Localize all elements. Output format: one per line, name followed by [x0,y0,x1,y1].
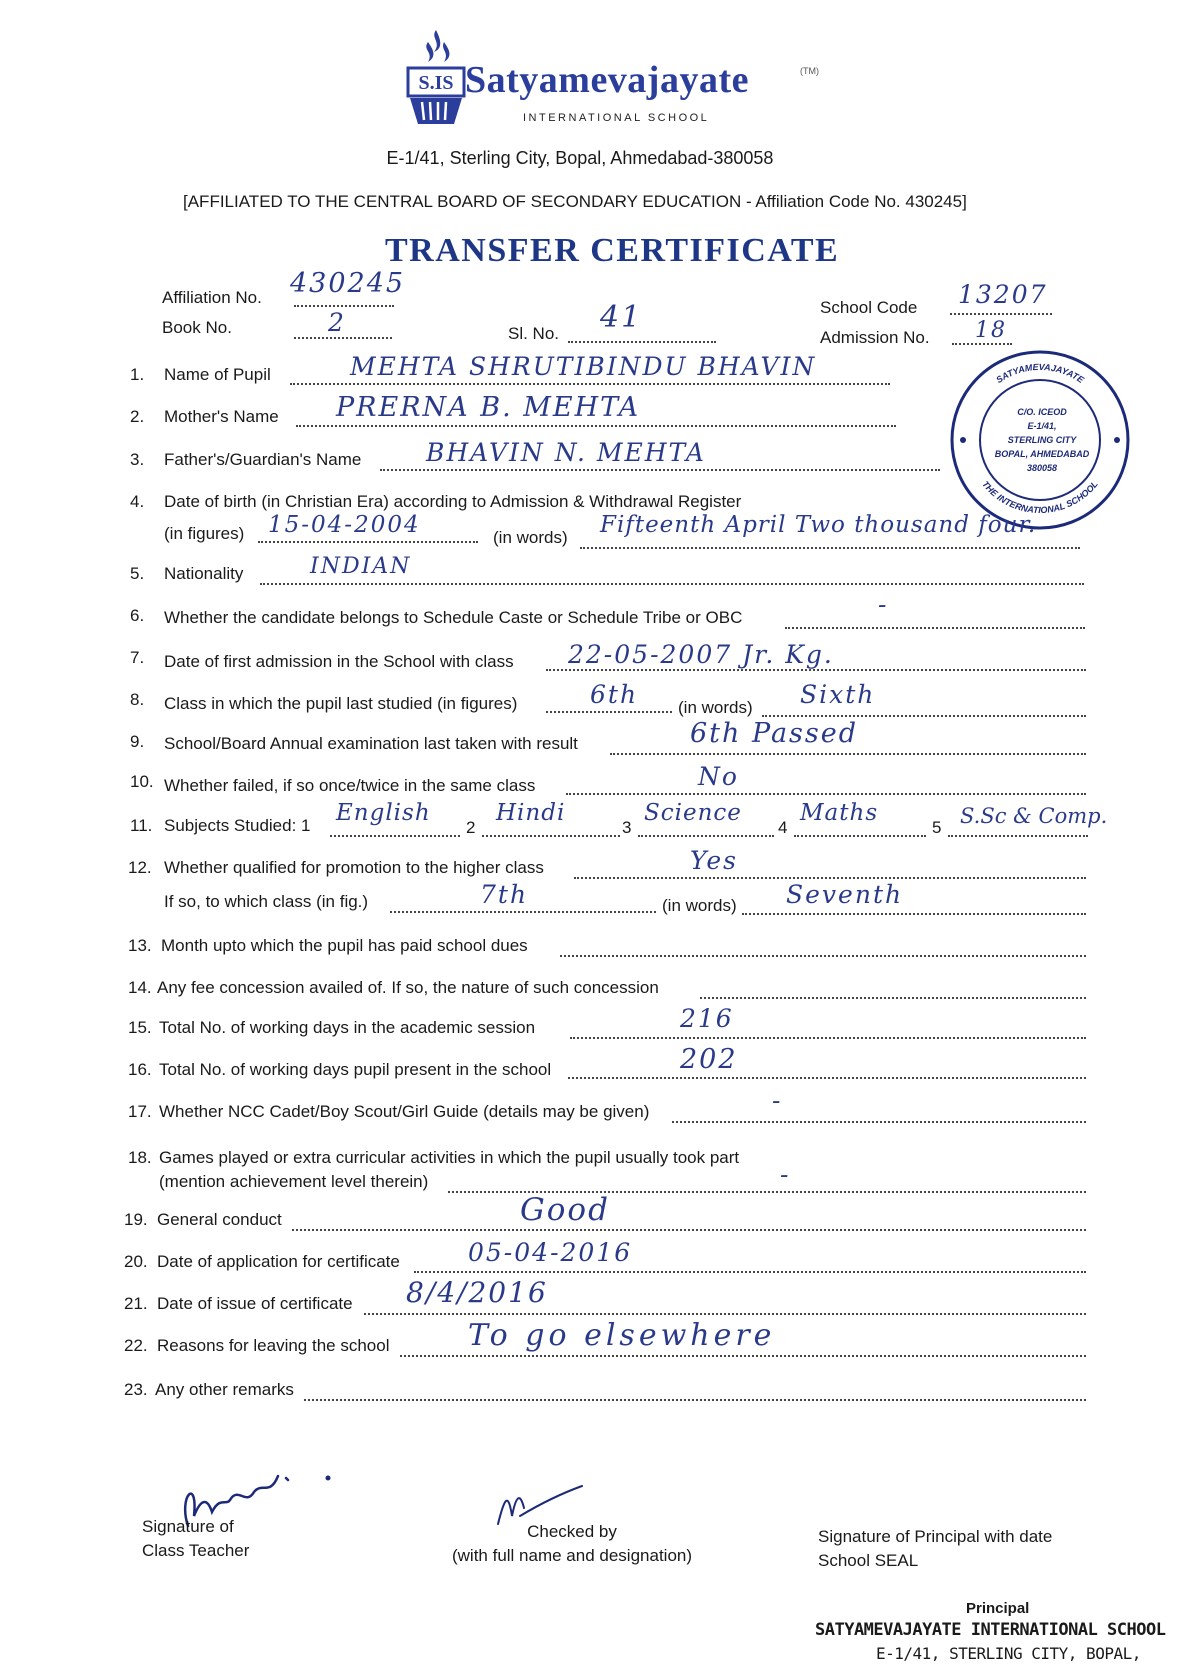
class-teacher-caption [142,1515,249,1563]
seal-top-text: SATYAMEVAJAYATE [994,361,1086,386]
field-18-sub-label: (mention achievement level therein) [159,1172,429,1191]
subject-4-value: Maths [800,800,879,826]
field-21-number: 21. [124,1294,148,1313]
field-6-number: 6. [130,606,145,625]
seal-line-5: 380058 [1026,463,1058,473]
field-10-number: 10. [130,772,154,791]
field-10-value: No [698,762,739,791]
field-2-number: 2. [130,407,145,426]
field-11-label: Subjects Studied: 1 [164,816,311,835]
checked-by-text: Checked by (with full name and designation) [451,1522,693,1565]
field-9-label: School/Board Annual examination last taken with result [164,734,578,753]
field-13-label: Month upto which the pupil has paid school dues [161,936,528,955]
subject-2-number: 2 [466,818,476,837]
school-brand-subtitle: INTERNATIONAL SCHOOL [523,112,710,124]
field-12-number: 12. [128,858,152,877]
book-no-value: 2 [328,308,346,337]
subject-1-value: English [336,800,431,826]
field-12-words-value: Seventh [786,880,904,909]
field-7-label: Date of first admission in the School with class [164,652,514,671]
school-crest-logo [400,28,472,128]
field-21-value: 8/4/2016 [406,1276,548,1309]
field-19-number: 19. [124,1210,148,1229]
school-code-value: 13207 [958,280,1048,309]
school-brand-name: Satyamevajayate [465,59,749,101]
field-8-label: Class in which the pupil last studied (in figures) [164,694,518,713]
school-seal-stamp [945,345,1135,535]
field-22-label: Reasons for leaving the school [157,1336,390,1355]
seal-line-2: E-1/41, [1027,421,1057,431]
field-1-number: 1. [130,365,145,384]
field-17-label: Whether NCC Cadet/Boy Scout/Girl Guide (details may be given) [159,1102,650,1121]
field-3-number: 3. [130,450,145,469]
book-no-label: Book No. [162,318,232,337]
seal-line-3: STERLING CITY [1007,435,1077,445]
school-code-label: School Code [820,298,918,317]
field-2-value: PRERNA B. MEHTA [336,392,641,423]
field-20-value: 05-04-2016 [468,1238,633,1267]
svg-text:THE INTERNATIONAL SCHOOL [980,479,1099,515]
field-22-value: To go elsewhere [468,1318,776,1353]
field-5-label: Nationality [164,564,244,583]
field-17-value: - [772,1086,783,1115]
subject-3-number: 3 [622,818,632,837]
field-12-label: Whether qualified for promotion to the higher class [164,858,544,877]
field-8-number: 8. [130,690,145,709]
subject-4-number: 4 [778,818,788,837]
class-teacher-text: Signature of Class Teacher [142,1517,250,1560]
stamp-principal-role: Principal [966,1600,1030,1617]
field-12-value: Yes [690,846,738,875]
school-address: E-1/41, Sterling City, Bopal, Ahmedabad-380058 [386,148,774,168]
field-2-label: Mother's Name [164,407,279,426]
field-4-words-value: Fifteenth April Two thousand four. [600,512,1037,538]
subject-3-value: Science [644,800,742,826]
field-16-value: 202 [680,1044,738,1075]
document-title: TRANSFER CERTIFICATE [385,232,840,269]
subject-2-value: Hindi [496,800,566,826]
seal-bottom-text: THE INTERNATIONAL SCHOOL [980,479,1100,516]
sl-no-label: Sl. No. [508,324,560,343]
stamp-school-name: SATYAMEVAJAYATE INTERNATIONAL SCHOOL [815,1620,1166,1640]
field-6-label: Whether the candidate belongs to Schedule Caste or Schedule Tribe or OBC [164,608,743,627]
field-17-number: 17. [128,1102,152,1121]
checked-by-caption [392,1520,752,1568]
field-22-number: 22. [124,1336,148,1355]
field-15-number: 15. [128,1018,152,1037]
affiliation-statement: [AFFILIATED TO THE CENTRAL BOARD OF SECONDARY EDUCATION - Affiliation Code No. 430245] [183,192,967,211]
field-8-words-value: Sixth [800,680,876,709]
field-20-number: 20. [124,1252,148,1271]
field-8-words-label: (in words) [678,698,753,717]
field-1-label: Name of Pupil [164,365,271,384]
field-4-number: 4. [130,492,145,511]
field-4-label: Date of birth (in Christian Era) according to Admission & Withdrawal Register [164,492,742,511]
field-5-number: 5. [130,564,145,583]
field-16-number: 16. [128,1060,152,1079]
seal-line-1: C/O. ICEOD [1017,407,1067,417]
field-12-words-label: (in words) [662,896,737,915]
crest-label: S.IS [418,72,454,94]
subject-5-number: 5 [932,818,942,837]
field-14-number: 14. [128,978,152,997]
field-5-value: INDIAN [310,554,412,579]
principal-signature-text: Signature of Principal with date School SEAL [818,1527,1053,1570]
field-15-value: 216 [680,1004,734,1033]
field-16-label: Total No. of working days pupil present in the school [159,1060,552,1079]
field-18-label: Games played or extra curricular activities in which the pupil usually took part [159,1148,740,1167]
field-10-label: Whether failed, if so once/twice in the same class [164,776,536,795]
principal-signature-caption [818,1525,1052,1573]
field-7-value: 22-05-2007 Jr. Kg. [568,640,834,669]
field-21-label: Date of issue of certificate [157,1294,353,1313]
field-20-label: Date of application for certificate [157,1252,400,1271]
field-18-number: 18. [128,1148,152,1167]
sl-no-value: 41 [600,300,643,335]
affiliation-no-label: Affiliation No. [162,288,262,307]
field-3-label: Father's/Guardian's Name [164,450,362,469]
field-14-label: Any fee concession availed of. If so, the nature of such concession [157,978,659,997]
subject-5-value: S.Sc & Comp. [960,804,1108,828]
field-23-label: Any other remarks [155,1380,294,1399]
seal-line-4: BOPAL, AHMEDABAD [994,449,1090,459]
stamp-school-address: E-1/41, STERLING CITY, BOPAL, [876,1644,1141,1663]
field-15-label: Total No. of working days in the academic session [159,1018,536,1037]
field-3-value: BHAVIN N. MEHTA [426,438,706,467]
affiliation-no-value: 430245 [290,268,406,299]
field-7-number: 7. [130,648,145,667]
field-1-value: MEHTA SHRUTIBINDU BHAVIN [350,352,817,381]
trademark-mark: (TM) [800,66,819,76]
field-23-number: 23. [124,1380,148,1399]
field-13-number: 13. [128,936,152,955]
field-19-value: Good [520,1192,610,1228]
admission-no-label: Admission No. [820,328,930,347]
svg-text:SATYAMEVAJAYATE [994,362,1086,386]
field-12-class-value: 7th [480,880,529,909]
field-4-words-label: (in words) [493,528,568,547]
field-9-value: 6th Passed [690,718,859,749]
field-4-figures-label: (in figures) [164,524,245,543]
admission-no-value: 18 [975,318,1007,343]
field-11-number: 11. [130,816,153,835]
field-18-value: - [780,1160,791,1189]
field-4-figures-value: 15-04-2004 [268,512,421,538]
field-8-value: 6th [590,680,639,709]
field-9-number: 9. [130,732,145,751]
field-19-label: General conduct [157,1210,282,1229]
field-12-class-label: If so, to which class (in fig.) [164,892,369,911]
field-6-value: - [878,590,889,619]
